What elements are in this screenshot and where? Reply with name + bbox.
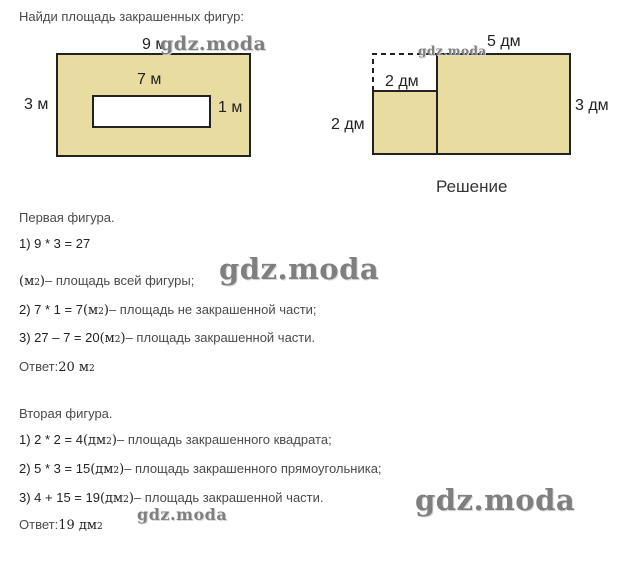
watermark: gdz.moda: [219, 252, 380, 286]
figure-2-right-label: 3 дм: [575, 97, 609, 114]
figures-drawing: [0, 28, 622, 198]
solution-1-step-3-unit-open: (м: [99, 331, 115, 346]
figure-2-square: [373, 91, 437, 154]
solution-1-step-1-unit-close: ): [39, 274, 45, 289]
solution-1-step-2-unit-open: (м: [82, 303, 99, 318]
watermark: gdz.moda: [137, 505, 228, 524]
figure-1-top-label: 9 м: [142, 36, 167, 53]
watermark: gdz.moda: [415, 483, 576, 517]
figure-2-square-label: 2 дм: [385, 73, 419, 90]
solution-2-step-3-unit-close: ): [128, 491, 134, 506]
figure-2-left-label: 2 дм: [331, 116, 365, 133]
solution-1-step-1-text: – площадь всей фигуры;: [45, 273, 195, 288]
solution-1-title: Первая фигура.: [19, 210, 115, 225]
solution-2-title: Вторая фигура.: [19, 406, 113, 421]
figure-2-rect: [437, 54, 570, 154]
solution-2-step-2-unit-close: ): [119, 462, 125, 477]
figure-1-right-label: 1 м: [218, 99, 243, 116]
watermark: gdz.moda: [418, 44, 487, 58]
solution-2-step-1: 1) 2 * 2 = 4 (дм 2 ) – площадь закрашенного квадрата;: [19, 432, 332, 448]
solution-1-step-1-unit-line: (м 2 ) – площадь всей фигуры;: [19, 273, 195, 289]
solution-2-step-1-unit-close: ): [111, 433, 117, 448]
solution-2-step-3-expr: 3) 4 + 15 = 19: [19, 490, 100, 505]
solution-1-step-2-text: – площадь не закрашенной части;: [108, 302, 317, 317]
figure-2-caption: Решение: [436, 177, 508, 196]
solution-1-answer: Ответ: 20 м 2: [19, 359, 95, 375]
solution-1-step-2: 2) 7 * 1 = 7 (м 2 ) – площадь не закрашенной части;: [19, 302, 317, 318]
solution-2-answer-label: Ответ:: [19, 517, 59, 532]
solution-2-step-1-unit-open: (дм: [82, 433, 107, 448]
figure-1-inner-width-label: 7 м: [137, 71, 162, 88]
solution-1-answer-label: Ответ:: [19, 359, 59, 374]
solution-2-step-1-expr: 1) 2 * 2 = 4: [19, 432, 83, 447]
solution-1-step-1: 1) 9 * 3 = 27: [19, 236, 91, 251]
figure-1-inner-rect: [93, 96, 210, 127]
solution-2-step-1-text: – площадь закрашенного квадрата;: [116, 432, 332, 447]
figure-2: [373, 54, 570, 154]
solution-1-step-2-unit-close: ): [103, 303, 109, 318]
solution-1-answer-value: 20 м: [58, 360, 89, 375]
solution-1-step-3-text: – площадь закрашенной части.: [125, 330, 316, 345]
task-heading: Найди площадь закрашенных фигур:: [19, 9, 244, 24]
solution-2-step-2-expr: 2) 5 * 3 = 15: [19, 461, 91, 476]
solution-2-step-3-text: – площадь закрашенной части.: [133, 490, 324, 505]
solution-2-answer: Ответ: 19 дм 2: [19, 517, 103, 533]
solution-2-answer-value: 19 дм: [58, 518, 97, 533]
solution-1-step-3-expr: 3) 27 – 7 = 20: [19, 330, 100, 345]
solution-2-step-2-unit-open: (дм: [90, 462, 114, 477]
watermark: gdz.moda: [160, 33, 267, 55]
figure-2-top-label: 5 дм: [487, 33, 521, 50]
solution-2-step-3-unit-open: (дм: [99, 491, 124, 506]
solution-1-step-3: 3) 27 – 7 = 20 (м 2 ) – площадь закрашенной части.: [19, 330, 316, 346]
solution-2-step-2-text: – площадь закрашенного прямоугольника;: [124, 461, 382, 476]
solution-2-step-3: 3) 4 + 15 = 19 (дм 2 ) – площадь закрашенной части.: [19, 490, 324, 506]
solution-1-step-2-expr: 2) 7 * 1 = 7: [19, 302, 83, 317]
figure-1-left-label: 3 м: [24, 96, 49, 113]
solution-2-step-2: 2) 5 * 3 = 15 (дм 2 ) – площадь закрашенного прямоугольника;: [19, 461, 382, 477]
solution-1-step-1-unit-open: (м: [19, 274, 35, 289]
solution-1-step-3-unit-close: ): [120, 331, 126, 346]
